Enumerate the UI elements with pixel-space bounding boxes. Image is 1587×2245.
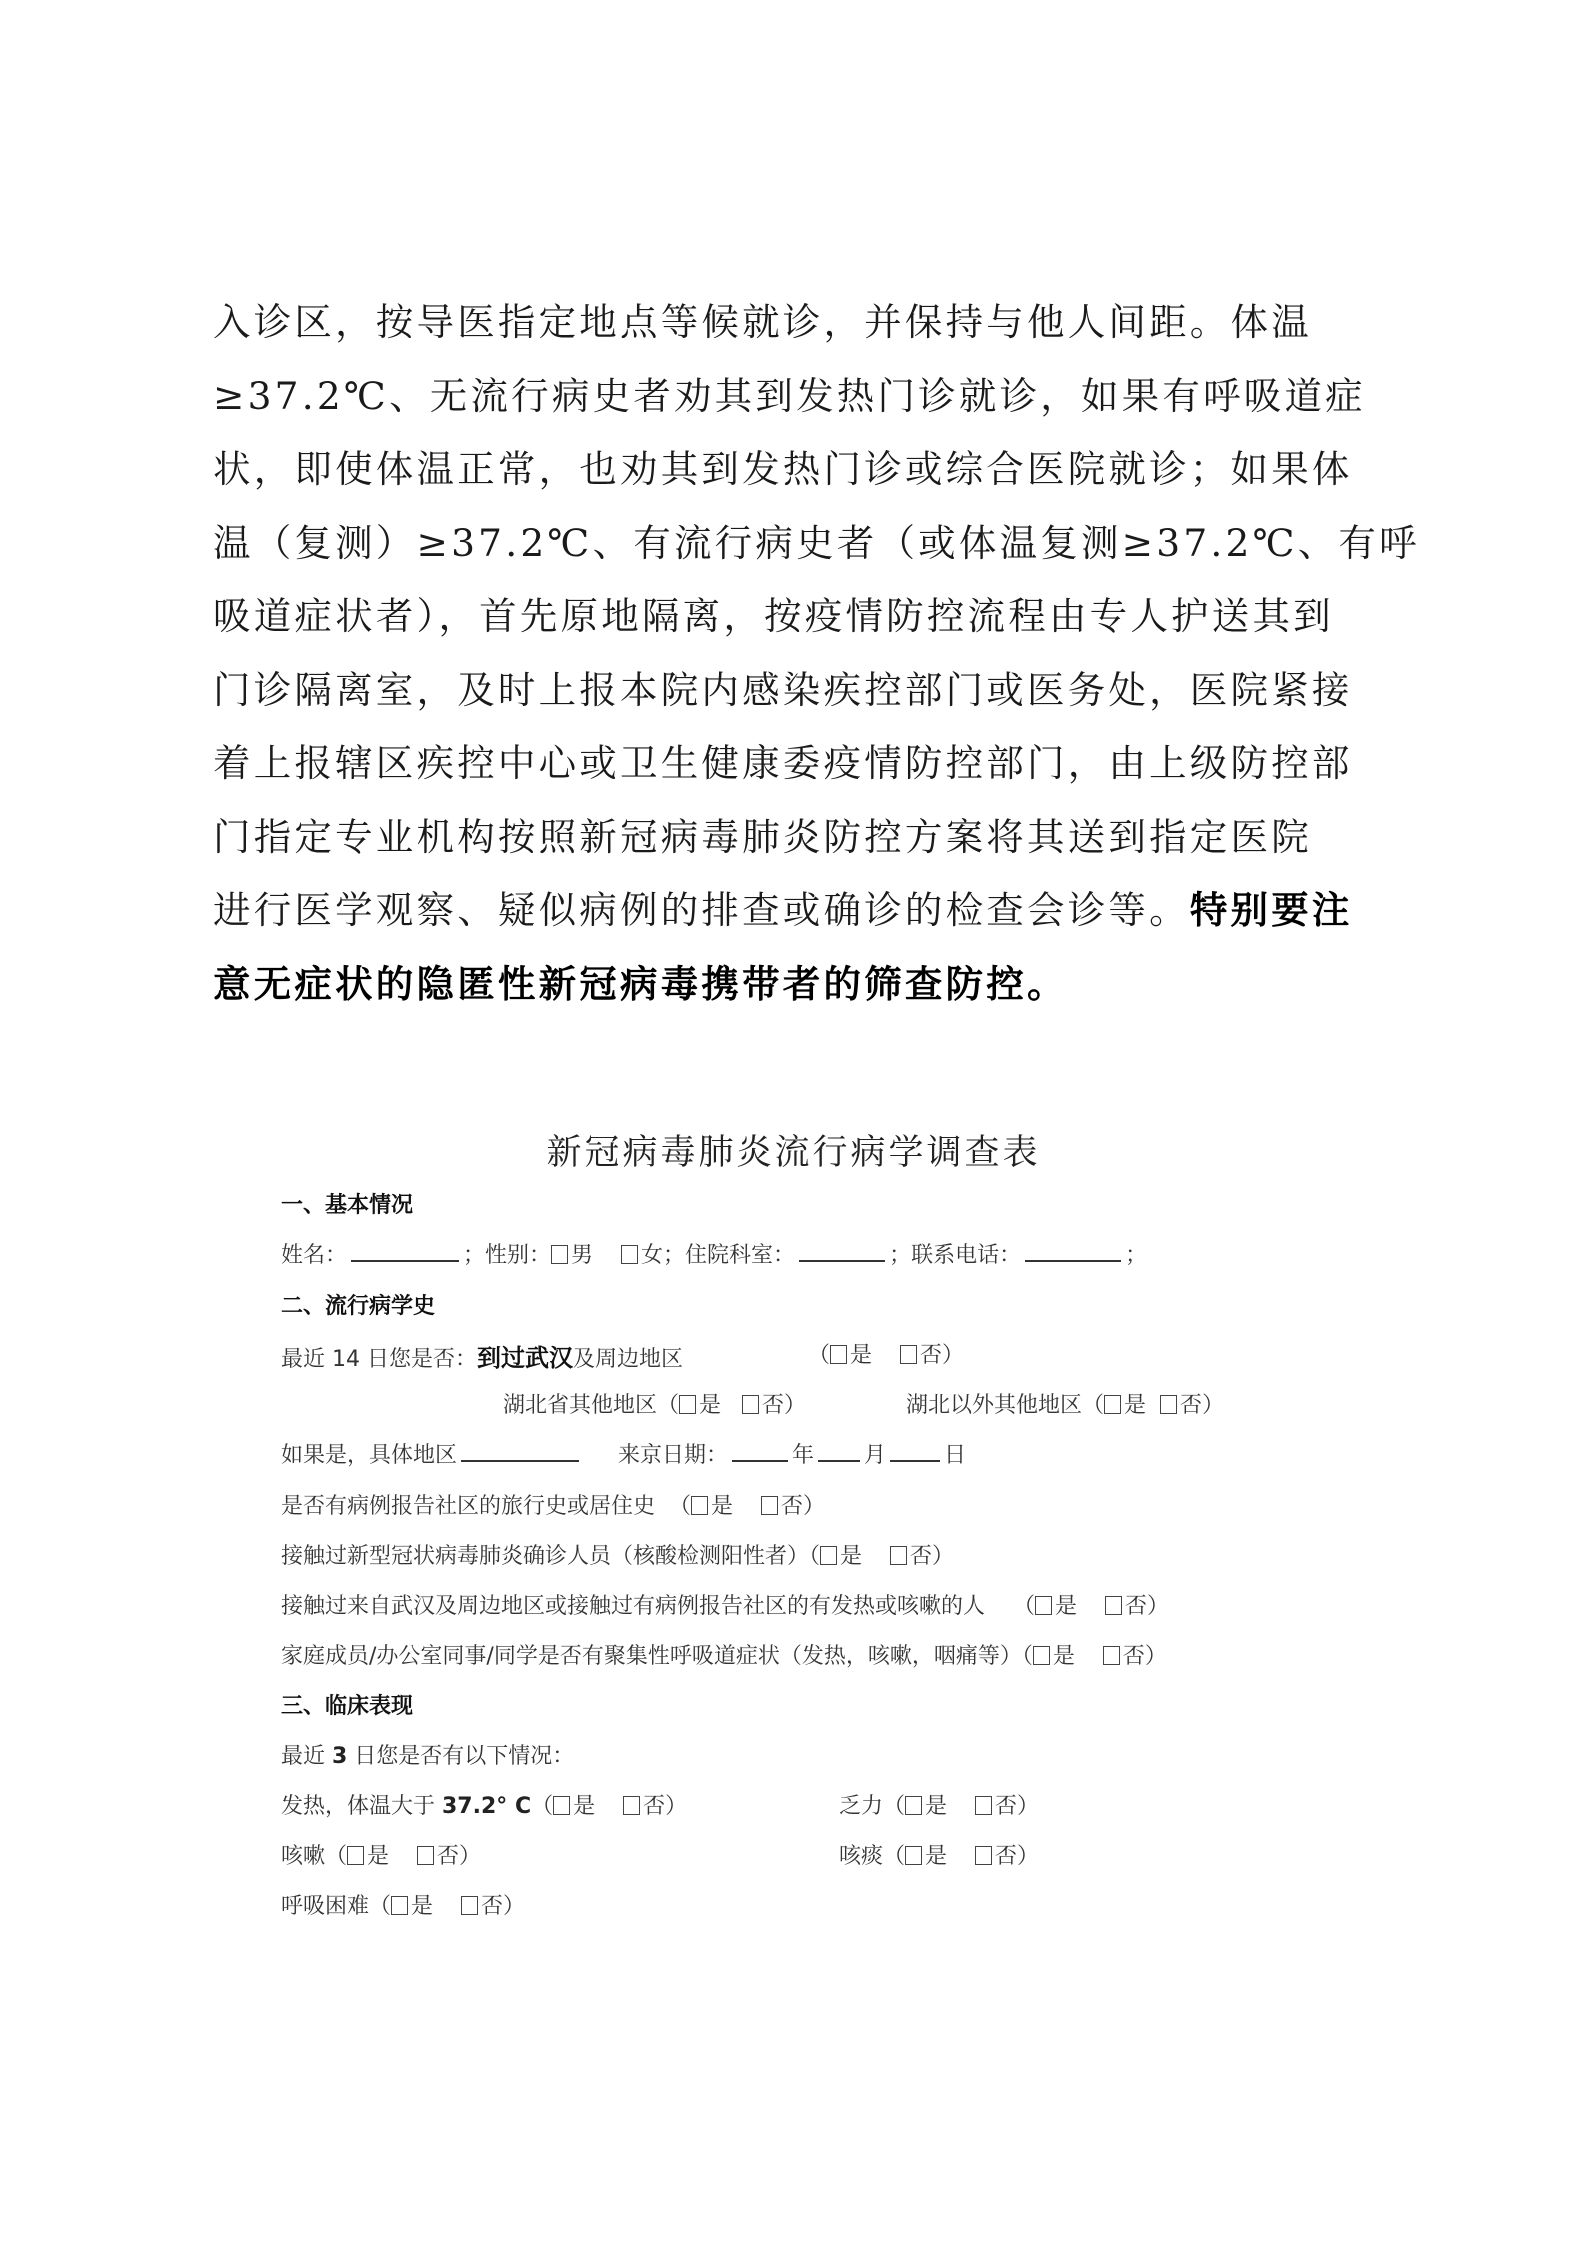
- checkbox-yes-icon[interactable]: [905, 1796, 922, 1815]
- yes-label: 是: [1055, 1594, 1078, 1619]
- checkbox-yes-icon[interactable]: [679, 1395, 696, 1414]
- emphasis-text: 特别要注: [1189, 888, 1353, 932]
- hubei-other-item: 湖北省其他地区（ 是 否）: [503, 1393, 807, 1418]
- question-label: 湖北以外其他地区: [906, 1393, 1083, 1418]
- section-heading-basic: 一、基本情况: [281, 1193, 414, 1218]
- checkbox-yes-icon[interactable]: [553, 1796, 570, 1815]
- cluster-symptom-row: 家庭成员/办公室同事/同学是否有聚集性呼吸道症状（发热，咳嗽，咽痛等）（ 是 否）: [281, 1644, 1167, 1669]
- symptom-label: 呼吸困难: [281, 1894, 370, 1919]
- phone-label: ；联系电话：: [889, 1243, 1022, 1268]
- checkbox-yes-icon[interactable]: [820, 1546, 837, 1565]
- paragraph-line: 门指定专业机构按照新冠病毒肺炎防控方案将其送到指定医院: [213, 814, 1312, 859]
- no-label: 否: [1122, 1644, 1145, 1669]
- checkbox-icon[interactable]: [551, 1245, 568, 1264]
- checkbox-yes-icon[interactable]: [905, 1846, 922, 1865]
- separator-text: ；: [1125, 1243, 1148, 1268]
- sputum-item: 咳痰（ 是 否）: [839, 1844, 1040, 1869]
- checkbox-no-icon[interactable]: [975, 1846, 992, 1865]
- section-heading-epidemiology: 二、流行病学史: [281, 1294, 436, 1319]
- basic-info-row: [281, 1238, 1147, 1269]
- name-field[interactable]: [351, 1240, 459, 1262]
- checkbox-yes-icon[interactable]: [347, 1846, 364, 1865]
- checkbox-no-icon[interactable]: [975, 1796, 992, 1815]
- option-label: 女: [641, 1243, 664, 1268]
- question-label: 最近 14 日您是否：: [281, 1347, 477, 1372]
- paragraph-line: 着上报辖区疾控中心或卫生健康委疫情防控部门，由上级防控部: [213, 741, 1353, 785]
- checkbox-yes-icon[interactable]: [391, 1896, 408, 1915]
- no-label: 否: [643, 1794, 666, 1819]
- checkbox-yes-icon[interactable]: [691, 1496, 708, 1515]
- no-label: 否: [1180, 1393, 1203, 1418]
- checkbox-yes-icon[interactable]: [1104, 1395, 1121, 1414]
- dyspnea-item: 呼吸困难（ 是 否）: [281, 1894, 526, 1919]
- month-label: 月: [864, 1443, 887, 1468]
- fever-item: 发热，体温大于 37.2° C（ 是 否）: [281, 1794, 688, 1819]
- outside-hubei-item: 湖北以外其他地区（ 是 否）: [906, 1393, 1225, 1418]
- no-label: 否: [762, 1393, 785, 1418]
- gender-female-option[interactable]: [621, 1238, 663, 1269]
- paragraph-line: 吸道症状者），首先原地隔离，按疫情防控流程由专人护送其到: [213, 594, 1334, 638]
- wuhan-emphasis: 到过武汉: [476, 1344, 573, 1372]
- fatigue-item: 乏力（ 是 否）: [839, 1794, 1040, 1819]
- symptom-label: 咳嗽: [281, 1844, 326, 1869]
- yes-label: 是: [925, 1794, 948, 1819]
- body-paragraph: [213, 286, 1420, 1021]
- days-number: 3: [332, 1744, 348, 1769]
- question-label: 接触过来自武汉及周边地区或接触过有病例报告社区的有发热或咳嗽的人: [281, 1594, 986, 1619]
- yes-label: 是: [925, 1844, 948, 1869]
- checkbox-no-icon[interactable]: [890, 1546, 907, 1565]
- checkbox-no-icon[interactable]: [417, 1846, 434, 1865]
- recent-3-days-row: [281, 1739, 574, 1770]
- checkbox-yes-icon[interactable]: [830, 1345, 847, 1364]
- yes-label: 是: [367, 1844, 390, 1869]
- ward-field[interactable]: [799, 1240, 885, 1262]
- arrival-year-field[interactable]: [732, 1440, 788, 1462]
- paragraph-line: 入诊区，按导医指定地点等候就诊，并保持与他人间距。体温: [213, 300, 1312, 344]
- arrival-month-field[interactable]: [818, 1440, 860, 1462]
- yes-label: 是: [711, 1494, 734, 1519]
- checkbox-yes-icon[interactable]: [1033, 1646, 1050, 1665]
- symptom-label: 乏力: [839, 1794, 884, 1819]
- emphasis-line: 意无症状的隐匿性新冠病毒携带者的筛查防控。: [213, 961, 1068, 1006]
- question-label: 最近: [281, 1744, 332, 1769]
- checkbox-icon[interactable]: [621, 1245, 638, 1264]
- temperature-value: 37.2° C: [442, 1794, 532, 1819]
- wuhan-answer: （ 是 否）: [808, 1343, 965, 1368]
- checkbox-no-icon[interactable]: [742, 1395, 759, 1414]
- travel-history-row: 是否有病例报告社区的旅行史或居住史 （ 是 否）: [281, 1494, 826, 1519]
- checkbox-no-icon[interactable]: [900, 1345, 917, 1364]
- no-label: 否: [920, 1343, 943, 1368]
- question-label: 是否有病例报告社区的旅行史或居住史: [281, 1494, 656, 1519]
- yes-label: 是: [1124, 1393, 1147, 1418]
- question-label: 及周边地区: [572, 1347, 683, 1372]
- location-date-row: [281, 1438, 966, 1469]
- arrival-day-field[interactable]: [890, 1440, 940, 1462]
- no-label: 否: [910, 1544, 933, 1569]
- checkbox-no-icon[interactable]: [461, 1896, 478, 1915]
- checkbox-no-icon[interactable]: [623, 1796, 640, 1815]
- no-label: 否: [481, 1894, 504, 1919]
- question-label: 接触过新型冠状病毒肺炎确诊人员（核酸检测阳性者）: [281, 1544, 810, 1569]
- year-label: 年: [792, 1443, 815, 1468]
- section-heading-clinical: 三、临床表现: [281, 1694, 414, 1719]
- cough-item: 咳嗽（ 是 否）: [281, 1844, 482, 1869]
- paragraph-line: 门诊隔离室，及时上报本院内感染疾控部门或医务处，医院紧接: [213, 667, 1353, 712]
- arrival-label: 来京日期：: [617, 1443, 728, 1468]
- no-label: 否: [437, 1844, 460, 1869]
- paragraph-text: 进行医学观察、疑似病例的排查或确诊的检查会诊等。: [213, 888, 1190, 932]
- yes-label: 是: [850, 1343, 873, 1368]
- paragraph-line: 温（复测）≥37.2℃、有流行病史者（或体温复测≥37.2℃、有呼: [213, 520, 1420, 565]
- yes-label: 是: [1052, 1644, 1075, 1669]
- checkbox-no-icon[interactable]: [761, 1496, 778, 1515]
- checkbox-yes-icon[interactable]: [1035, 1596, 1052, 1615]
- yes-label: 是: [411, 1894, 434, 1919]
- checkbox-no-icon[interactable]: [1160, 1395, 1177, 1414]
- recent-14-days-row: [281, 1338, 683, 1373]
- symptom-label: 咳痰: [839, 1844, 884, 1869]
- question-label: 家庭成员/办公室同事/同学是否有聚集性呼吸道症状（发热，咳嗽，咽痛等）: [281, 1644, 1022, 1669]
- ward-label: ；住院科室：: [663, 1243, 796, 1268]
- day-label: 日: [944, 1443, 967, 1468]
- no-label: 否: [781, 1494, 804, 1519]
- form-title: 新冠病毒肺炎流行病学调查表: [546, 1133, 1041, 1173]
- gender-male-option[interactable]: [551, 1238, 593, 1269]
- paragraph-line: ≥37.2℃、无流行病史者劝其到发热门诊就诊，如果有呼吸道症: [213, 373, 1366, 418]
- yes-label: 是: [840, 1544, 863, 1569]
- checkbox-no-icon[interactable]: [1103, 1646, 1120, 1665]
- option-label: 男: [571, 1243, 594, 1268]
- no-label: 否: [1125, 1594, 1148, 1619]
- confirmed-contact-row: 接触过新型冠状病毒肺炎确诊人员（核酸检测阳性者）（ 是 否）: [281, 1544, 955, 1569]
- paragraph-line: [213, 874, 1393, 948]
- question-label: 湖北省其他地区: [503, 1393, 658, 1418]
- question-label: 日您是否有以下情况：: [347, 1744, 575, 1769]
- yes-label: 是: [699, 1393, 722, 1418]
- phone-field[interactable]: [1025, 1240, 1121, 1262]
- no-label: 否: [995, 1794, 1018, 1819]
- region-label: 如果是，具体地区: [281, 1443, 458, 1468]
- checkbox-no-icon[interactable]: [1105, 1596, 1122, 1615]
- no-label: 否: [995, 1844, 1018, 1869]
- gender-label: ；性别：: [463, 1243, 552, 1268]
- paragraph-line: 状，即使体温正常，也劝其到发热门诊或综合医院就诊；如果体: [213, 447, 1353, 491]
- name-label: 姓名：: [281, 1243, 348, 1268]
- symptom-label: 发热，体温大于: [281, 1794, 442, 1819]
- region-field[interactable]: [461, 1440, 579, 1462]
- wuhan-contact-row: 接触过来自武汉及周边地区或接触过有病例报告社区的有发热或咳嗽的人 （ 是 否）: [281, 1594, 1170, 1619]
- yes-label: 是: [573, 1794, 596, 1819]
